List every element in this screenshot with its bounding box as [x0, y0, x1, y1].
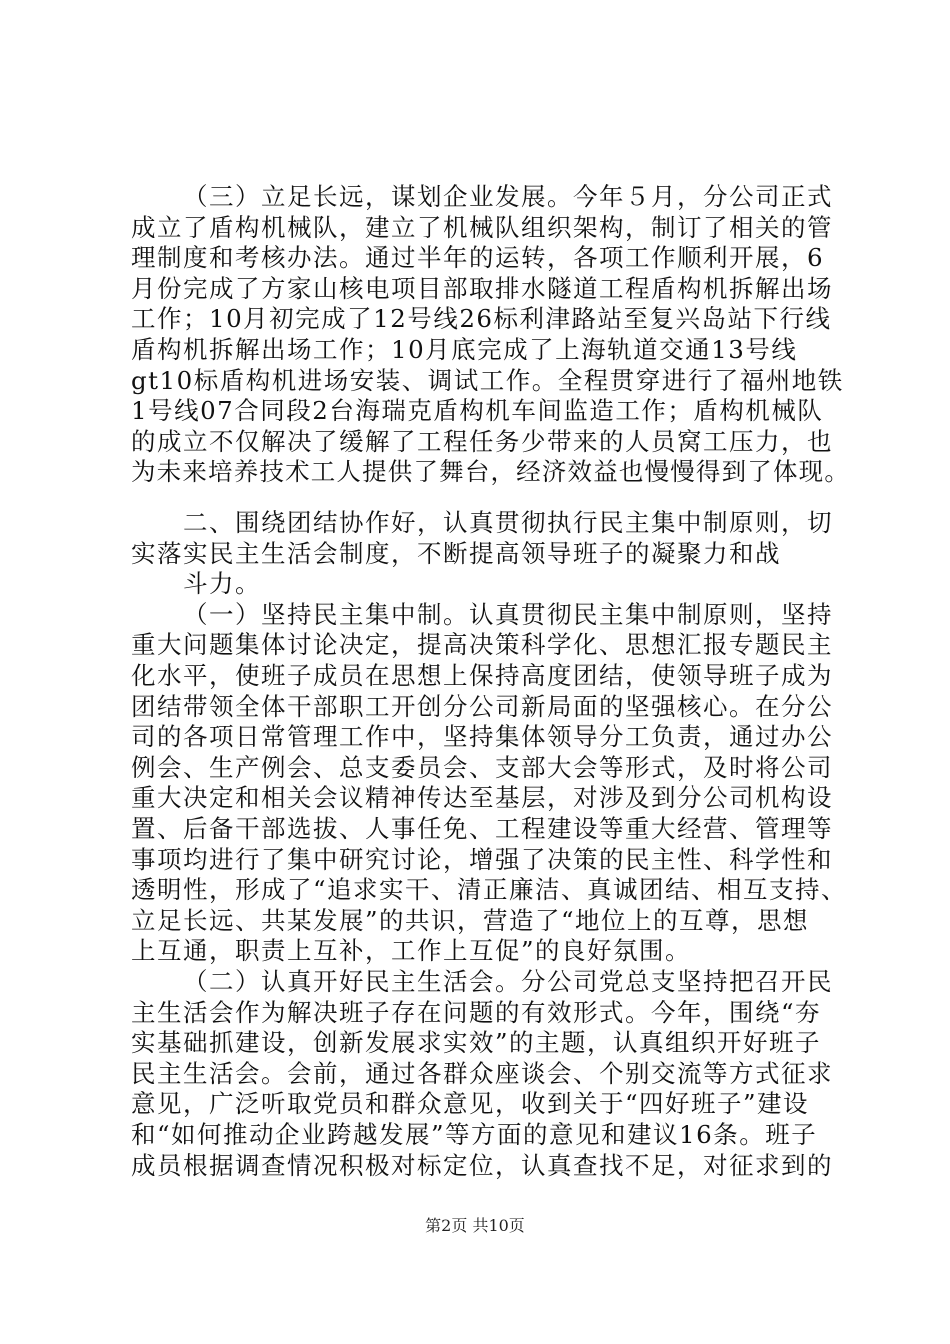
text-line: 置、后备干部选拔、人事任免、工程建设等重大经营、管理等 [131, 814, 833, 843]
text-line: 重大问题集体讨论决定，提高决策科学化、思想汇报专题民主 [131, 630, 833, 659]
text-line: 立足长远、共某发展”的共识，营造了“地位上的互尊，思想 [131, 906, 810, 935]
text-line: （三）立足长远，谋划企业发展。今年５月，分公司正式 [183, 182, 833, 211]
heading-line: 斗力。 [183, 569, 261, 598]
text-line: 司的各项日常管理工作中，坚持集体领导分工负责，通过办公 [131, 722, 833, 751]
page-footer: 第2页 共10页 [425, 1216, 525, 1235]
text-line: 成员根据调查情况积极对标定位，认真查找不足，对征求到的 [131, 1151, 833, 1180]
text-line: 化水平，使班子成员在思想上保持高度团结，使领导班子成为 [131, 661, 833, 690]
text-line: 事项均进行了集中研究讨论，增强了决策的民主性、科学性和 [131, 845, 833, 874]
text-line: 透明性，形成了“追求实干、清正廉洁、真诚团结、相互支持、 [131, 875, 848, 904]
text-line: （一）坚持民主集中制。认真贯彻民主集中制原则，坚持 [183, 600, 833, 629]
text-line: 例会、生产例会、总支委员会、支部大会等形式，及时将公司 [131, 753, 833, 782]
text-line: 团结带领全体干部职工开创分公司新局面的坚强核心。在分公 [131, 692, 833, 721]
heading-line: 二、围绕团结协作好，认真贯彻执行民主集中制原则，切 [183, 508, 833, 537]
text-line: 盾构机拆解出场工作；10月底完成了上海轨道交通13号线 [131, 335, 798, 364]
heading-line: 实落实民主生活会制度，不断提高领导班子的凝聚力和战 [131, 539, 781, 568]
text-line: 重大决定和相关会议精神传达至基层，对涉及到分公司机构设 [131, 783, 833, 812]
text-line: 的成立不仅解决了缓解了工程任务少带来的人员窝工压力，也 [131, 427, 833, 456]
text-line: 为未来培养技术工人提供了舞台，经济效益也慢慢得到了体现。 [131, 457, 850, 486]
text-line: gt10标盾构机进场安装、调试工作。全程贯穿进行了福州地铁 [131, 366, 844, 395]
text-line: 工作；10月初完成了12号线26标利津路站至复兴岛站下行线 [131, 304, 832, 333]
text-line: 上互通，职责上互补，工作上互促”的良好氛围。 [131, 936, 692, 965]
text-line: 月份完成了方家山核电项目部取排水隧道工程盾构机拆解出场 [131, 274, 833, 303]
text-line: 1号线07合同段2台海瑞克盾构机车间监造工作；盾构机械队 [131, 396, 824, 425]
text-line: 成立了盾构机械队，建立了机械队组织架构，制订了相关的管 [131, 213, 833, 242]
text-line: 意见，广泛听取党员和群众意见，收到关于“四好班子”建设 [131, 1089, 810, 1118]
text-line: 民主生活会。会前，通过各群众座谈会、个别交流等方式征求 [131, 1059, 833, 1088]
text-line: 实基础抓建设，创新发展求实效”的主题，认真组织开好班子 [131, 1028, 822, 1057]
text-line: （二）认真开好民主生活会。分公司党总支坚持把召开民 [183, 967, 833, 996]
text-line: 主生活会作为解决班子存在问题的有效形式。今年，围绕“夯 [131, 998, 822, 1027]
text-line: 理制度和考核办法。通过半年的运转，各项工作顺利开展，6 [131, 243, 825, 272]
text-line: 和“如何推动企业跨越发展”等方面的意见和建议16条。班子 [131, 1120, 818, 1149]
